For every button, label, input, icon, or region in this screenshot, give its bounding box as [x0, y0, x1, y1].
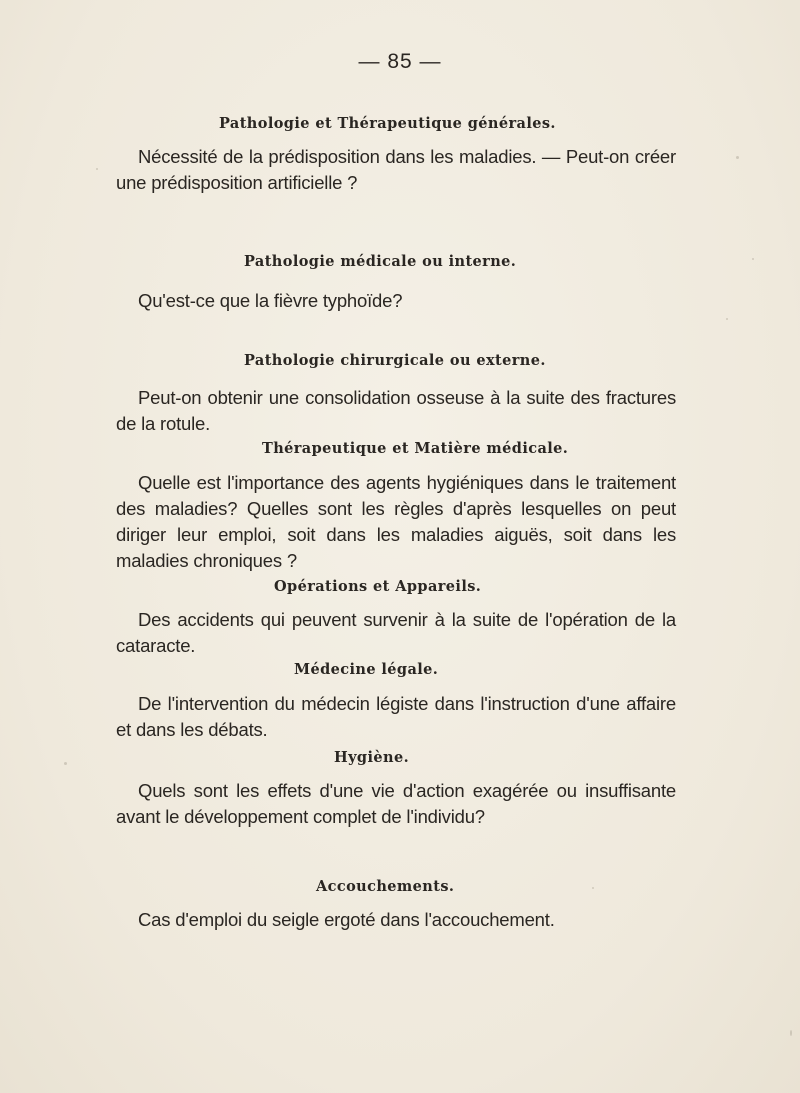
paper-speck [64, 762, 67, 765]
section-heading: Pathologie chirurgicale ou externe. [244, 352, 546, 369]
section-heading: Pathologie et Thérapeutique générales. [219, 115, 556, 132]
paper-speck [752, 258, 754, 260]
section-heading: Thérapeutique et Matière médicale. [262, 440, 569, 457]
section-heading: Hygiène. [334, 749, 410, 766]
section-text: Quelle est l'importance des agents hygiéniques dans le traitement des maladies? Quelles sont les règles d'après lesquelles on peut diriger leur emploi, soit dans les maladies aiguës, soit dans les maladies chroniques ? [116, 472, 676, 571]
section-heading: Médecine légale. [294, 661, 439, 678]
section-text: Des accidents qui peuvent survenir à la suite de l'opération de la cataracte. [116, 609, 676, 656]
section-text: De l'intervention du médecin légiste dans l'instruction d'une affaire et dans les débats. [116, 693, 676, 740]
paper-speck [96, 168, 98, 170]
section-text: Peut-on obtenir une consolidation osseuse à la suite des fractures de la rotule. [116, 387, 676, 434]
paper-speck [736, 156, 739, 159]
page-number: — 85 — [358, 50, 442, 73]
section-heading: Pathologie médicale ou interne. [244, 253, 517, 270]
paper-speck [726, 318, 728, 320]
section-text: Qu'est-ce que la fièvre typhoïde? [138, 290, 403, 311]
paper-speck [592, 887, 594, 889]
paper-speck [790, 1030, 792, 1036]
section-heading: Opérations et Appareils. [274, 578, 482, 595]
section-heading: Accouchements. [316, 878, 455, 895]
section-text: Nécessité de la prédisposition dans les maladies. — Peut-on créer une prédisposition artificielle ? [116, 146, 676, 193]
section-text: Quels sont les effets d'une vie d'action exagérée ou insuffisante avant le développement complet de l'individu? [116, 780, 676, 827]
section-text: Cas d'emploi du seigle ergoté dans l'accouchement. [138, 909, 555, 930]
